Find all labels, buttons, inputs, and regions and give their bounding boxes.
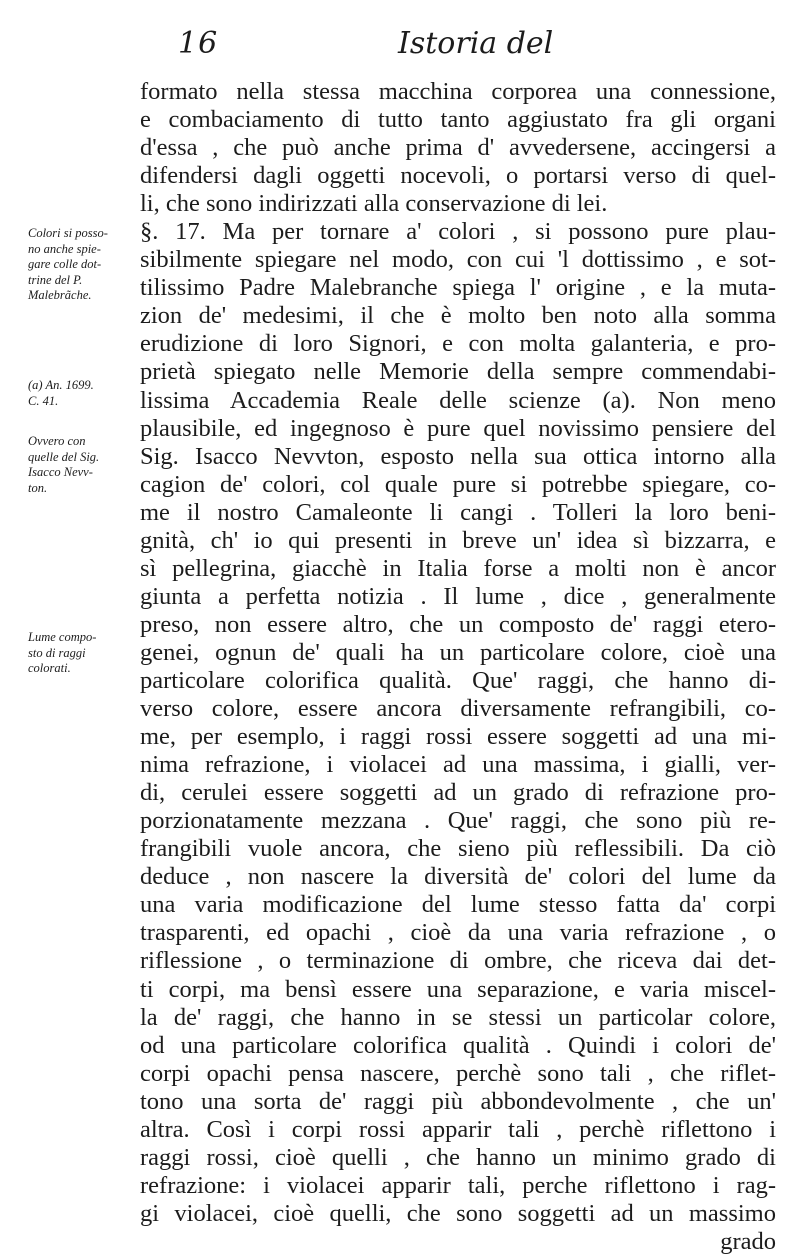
text-line: verso colore, essere ancora diversamente refrangibili, co- [140,695,776,723]
margin-note-line: ton. [28,480,48,495]
margin-note-line: Lume compo- [28,630,97,644]
margin-note-line: colorati. [28,661,71,675]
page-number: 16 [178,26,219,61]
text-line: d'essa , che può anche prima d' avvedersene, accingersi a [140,134,776,162]
margin-note-colored-rays [28,630,132,677]
text-line: formato nella stessa macchina corporea una connessione, [140,78,776,105]
text-line: preso, non essere altro, che un composto de' raggi etero- [140,610,776,638]
catchword: grado [720,1227,776,1255]
margin-note-colors-malebranche [28,226,132,304]
text-line: altra. Così i corpi rossi apparir tali , perchè riflettono i [140,1115,776,1143]
text-line: lissima Accademia Reale delle scienze (a). Non meno [140,386,776,414]
text-line: raggi rossi, cioè quelli , che hanno un minimo grado di [140,1143,776,1171]
text-line: giunta a perfetta notizia . Il lume , dice , generalmente [140,582,776,610]
text-line: la de' raggi, che hanno in se stessi un particolar colore, [140,1003,776,1031]
margin-note-line: trine del P. [28,272,83,287]
text-line: e combaciamento di tutto tanto aggiustato fra gli organi [140,106,776,134]
text-line: difendersi dagli oggetti nocevoli, o portarsi verso di quel- [140,162,776,190]
text-line: genei, ognun de' quali ha un particolare colore, cioè una [140,638,776,666]
margin-note-line: Colori si posso- [28,226,108,240]
text-line: trasparenti, ed opachi , cioè da una varia refrazione , o [140,919,776,947]
text-line: zion de' medesimi, il che è molto ben noto alla somma [140,302,776,330]
margin-note-line: no anche spie- [28,241,101,256]
page-header [0,22,800,72]
margin-note-line: C. 41. [28,393,59,408]
text-line: frangibili vuole ancora, che sieno più reflessibili. Da ciò [140,835,776,863]
text-line: ti corpi, ma bensì essere una separazione, e varia miscel- [140,975,776,1003]
margin-note-line: quelle del Sig. [28,449,100,464]
margin-note-line: Isacco Nevv- [28,465,93,479]
text-line: plausibile, ed ingegnoso è pure quel novissimo pensiere del [140,414,776,442]
text-line: nima refrazione, i violacei ad una massima, i gialli, ver- [140,751,776,779]
text-line: tilissimo Padre Malebranche spiega l' origine , e la muta- [140,274,776,302]
text-line: gnità, ch' io qui presenti in breve un' idea sì bizzarra, e [140,526,776,554]
text-line: sì pellegrina, giacchè in Italia forse a molti non è ancor [140,554,776,582]
text-line: prietà spiegato nelle Memorie della sempre commendabi- [140,358,776,386]
main-text-block [140,78,776,1256]
margin-note-line: Ovvero con [28,434,86,448]
text-line: refrazione: i violacei apparir tali, perche riflettono i rag- [140,1171,776,1199]
margin-note-line: sto di raggi [28,645,86,660]
text-line: una varia modificazione del lume stesso fatta da' corpi [140,891,776,919]
text-line: me, per esemplo, i raggi rossi essere soggetti ad una mi- [140,723,776,751]
text-line: od una particolare colorifica qualità . Quindi i colori de' [140,1031,776,1059]
text-line: corpi opachi pensa nascere, perchè sono tali , che riflet- [140,1059,776,1087]
text-line: tono una sorta de' raggi più abbondevolmente , che un' [140,1087,776,1115]
margin-note-line: (a) An. 1699. [28,378,94,392]
text-line: li, che sono indirizzati alla conservazione di lei. [140,190,608,218]
text-line: porzionatamente mezzana . Que' raggi, che sono più re- [140,807,776,835]
text-line: erudizione di loro Signori, e con molta galanteria, e pro- [140,330,776,358]
margin-note-reference [28,378,132,409]
text-line: di, cerulei essere soggetti ad un grado di refrazione pro- [140,779,776,807]
running-title: Istoria del [398,26,554,61]
text-line: sibilmente spiegare nel modo, con cui 'l dottissimo , e sot- [140,246,776,274]
text-line: §. 17. Ma per tornare a' colori , si possono pure plau- [140,218,776,246]
margin-note-line: Malebrãche. [28,288,92,302]
text-line: gi violacei, cioè quelli, che sono soggetti ad un massimo [140,1199,776,1227]
margin-note-newton [28,434,132,496]
text-line: riflessione , o terminazione di ombre, che riceva dai det- [140,947,776,975]
text-line: Sig. Isacco Nevvton, esposto nella sua ottica intorno alla [140,442,776,470]
text-line: particolare colorifica qualità. Que' raggi, che hanno di- [140,666,776,694]
text-line: cagion de' colori, col quale pure si potrebbe spiegare, co- [140,470,776,498]
text-line: deduce , non nascere la diversità de' colori del lume da [140,863,776,891]
margin-note-line: gare colle dot- [28,257,102,271]
text-line: me il nostro Camaleonte li cangi . Tolleri la loro beni- [140,498,776,526]
